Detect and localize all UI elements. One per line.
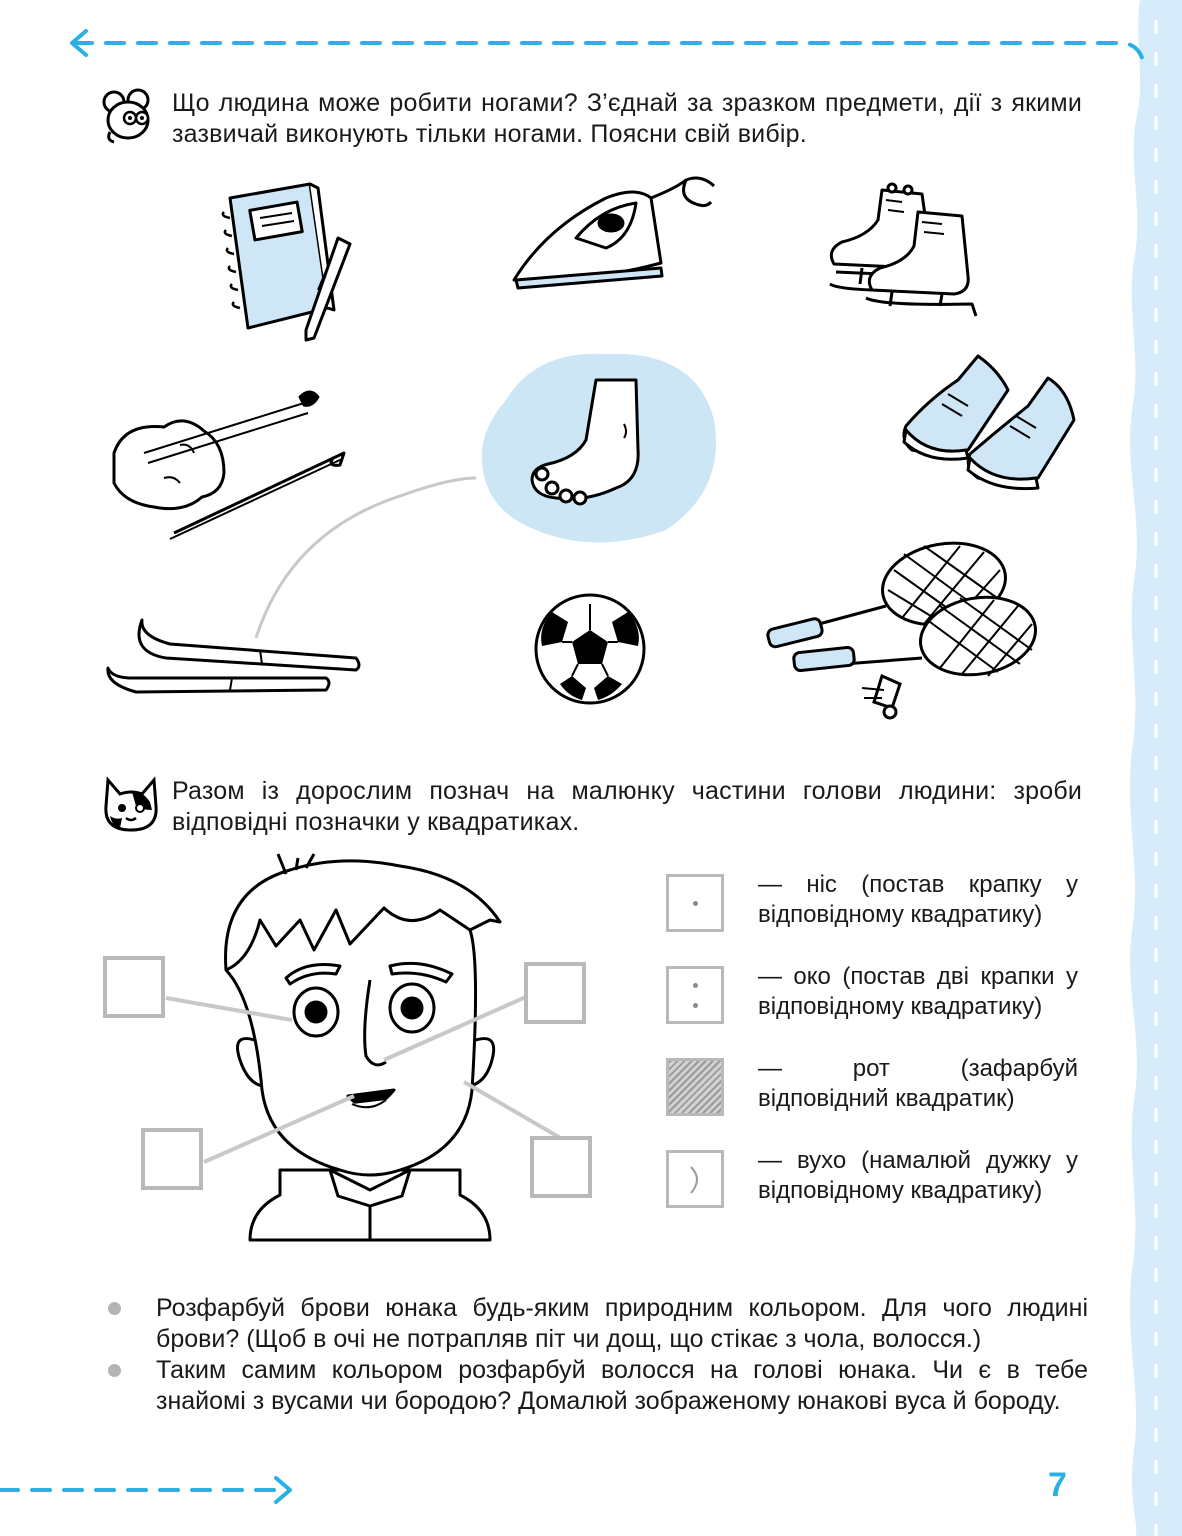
- dot-mark: [693, 1003, 698, 1008]
- dot-mark: [693, 901, 698, 906]
- mouse-icon: [100, 88, 158, 144]
- bullet-icon: [108, 1302, 121, 1315]
- ice-skates-picture[interactable]: [822, 180, 982, 322]
- legend-nose: [666, 871, 1086, 938]
- iron-picture[interactable]: [506, 168, 721, 293]
- bullet-text: Таким самим кольором розфарбуй волосся на голові юнака. Чи є в тебе знайомі з вусами чи бородою? Домалюй зображеному юнакові вуса й бороду.: [156, 1356, 1088, 1415]
- task2-instruction: Разом із дорослим познач на малюнку частини голови людини: зроби відповідні позначки у квадратиках.: [172, 777, 1082, 836]
- extra-tasks-list: [108, 1293, 1088, 1417]
- soccer-ball-picture[interactable]: [532, 592, 648, 706]
- answer-box-eye[interactable]: [103, 956, 165, 1018]
- legend-ear-text: — вухо (намалюй дужку у відповідному квадратику): [758, 1147, 1078, 1204]
- legend-box-two-dots: [666, 966, 724, 1024]
- answer-box-ear[interactable]: [530, 1136, 592, 1198]
- bullet-icon: [108, 1364, 121, 1377]
- legend-eye: [666, 963, 1086, 1030]
- side-decoration-band: [1120, 0, 1182, 1536]
- badminton-rackets-picture[interactable]: [764, 540, 1054, 720]
- sample-connection-line: [250, 472, 480, 642]
- legend-mouth-text: — рот (зафарбуй відповідний квадратик): [758, 1055, 1078, 1112]
- answer-box-nose[interactable]: [524, 962, 586, 1024]
- task1-instruction: Що людина може робити ногами? З’єднай за зразком предмети, дії з якими зазвичай виконують тільки ногами. Поясни свій вибір.: [172, 89, 1082, 148]
- legend-mouth: [666, 1055, 1086, 1122]
- bracket-mark: [687, 1165, 707, 1195]
- bullet-text: Розфарбуй брови юнака будь-яким природним кольором. Для чого людині брови? (Щоб в очі не потрапляв піт чи дощ, що стікає з чола, волосся.): [156, 1294, 1088, 1353]
- page-number: 7: [1048, 1466, 1067, 1504]
- legend-box-filled: [666, 1058, 724, 1116]
- foot-picture: [476, 340, 721, 550]
- list-item: [108, 1355, 1088, 1417]
- legend-box-bracket: [666, 1150, 724, 1208]
- legend-box-dot: [666, 874, 724, 932]
- answer-box-mouth[interactable]: [141, 1128, 203, 1190]
- top-dashed-arrow: [60, 25, 1150, 75]
- dot-mark: [693, 983, 698, 988]
- sneakers-picture[interactable]: [898, 350, 1078, 492]
- list-item: [108, 1293, 1088, 1355]
- cat-icon: [102, 776, 160, 834]
- notebook-pen-picture[interactable]: [210, 178, 360, 348]
- legend-nose-text: — ніс (постав крапку у відповідному квадратику): [758, 871, 1078, 928]
- legend-eye-text: — око (постав дві крапки у відповідному квадратику): [758, 963, 1078, 1020]
- legend-ear: [666, 1147, 1086, 1214]
- bottom-dashed-arrow: [0, 1470, 310, 1510]
